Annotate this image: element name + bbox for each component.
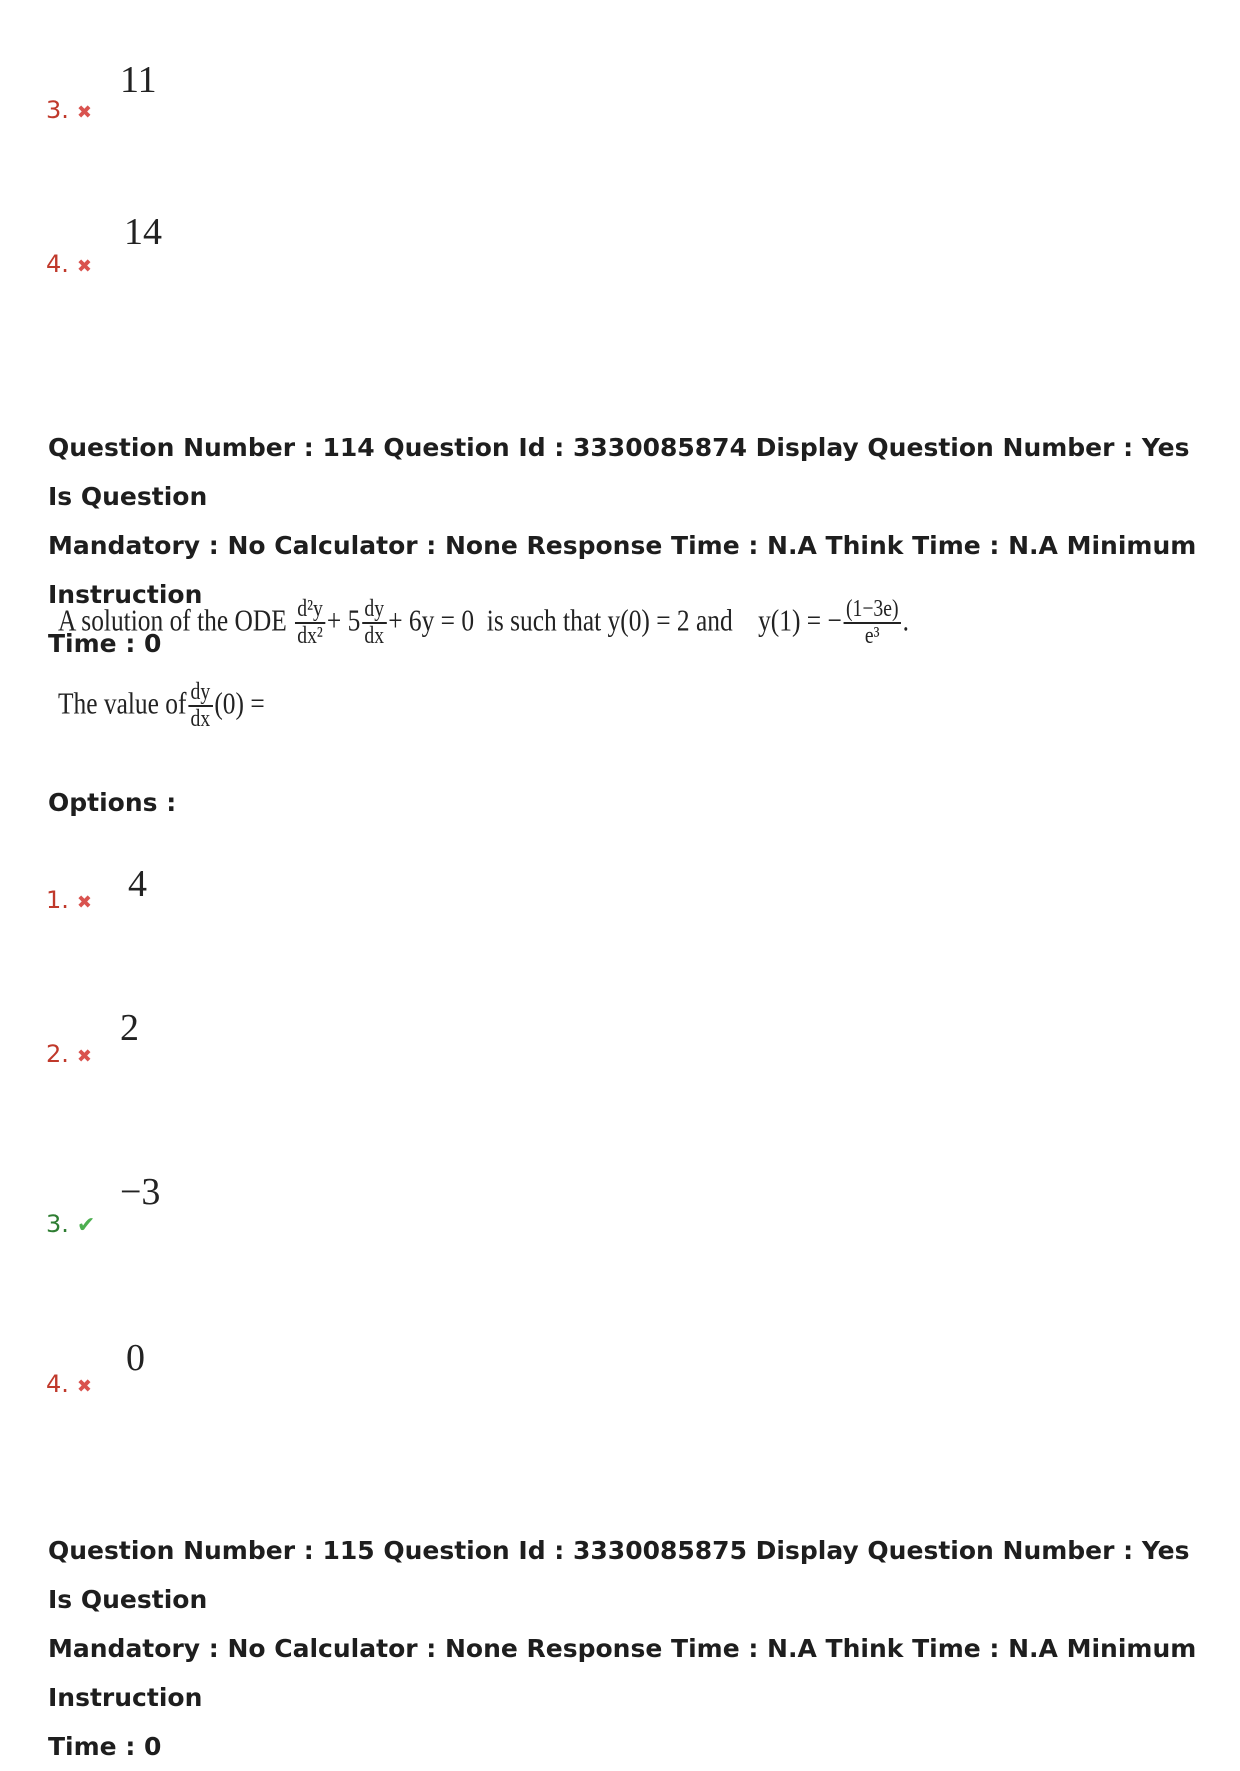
option-3-value: −3 [120, 1171, 161, 1213]
question-114-text-line1 [58, 597, 909, 649]
prev-option-4-value: 14 [124, 211, 162, 253]
option-number: 4. [46, 250, 69, 278]
question-114-text-line2 [58, 680, 265, 732]
option-1[interactable] [46, 886, 92, 914]
header-line: Question Number : 114 Question Id : 3330085874 Display Question Number : Yes Is Question [48, 433, 1190, 511]
header-line: Question Number : 115 Question Id : 3330085875 Display Question Number : Yes Is Question [48, 1536, 1190, 1614]
option-4[interactable] [46, 1370, 92, 1398]
option-2-value: 2 [120, 1007, 139, 1049]
check-icon: ✔ [76, 1213, 96, 1238]
header-line: Mandatory : No Calculator : None Response Time : N.A Think Time : N.A Minimum Instruction [48, 531, 1197, 609]
question-text: A solution of the ODE [58, 602, 287, 638]
cross-icon: ✖ [76, 1046, 92, 1067]
option-2[interactable] [46, 1040, 92, 1068]
question-text: (0) = [214, 685, 265, 721]
option-number: 3. [46, 96, 69, 124]
question-text: The value of [58, 685, 187, 721]
option-number: 3. [46, 1210, 69, 1238]
option-1-value: 4 [128, 863, 147, 905]
option-4-value: 0 [126, 1337, 145, 1379]
question-text: + 6y = 0 [388, 602, 475, 638]
header-line: Time : 0 [48, 1732, 162, 1761]
cross-icon: ✖ [76, 892, 92, 913]
prev-option-4[interactable] [46, 250, 92, 278]
second-derivative-fraction: $\frac{\text{d²y}}{\text{dx²}}$ [295, 597, 326, 649]
first-derivative-fraction: $\frac{dy}{dx}$ [362, 597, 387, 649]
options-label: Options : [48, 788, 177, 817]
cross-icon: ✖ [76, 1376, 92, 1397]
option-number: 2. [46, 1040, 69, 1068]
option-number: 4. [46, 1370, 69, 1398]
prev-option-3[interactable] [46, 96, 92, 124]
question-text: is such that y(0) = 2 and [486, 602, 733, 638]
question-text: . [902, 602, 910, 638]
header-line: Mandatory : No Calculator : None Response Time : N.A Think Time : N.A Minimum Instruction [48, 1634, 1197, 1712]
derivative-fraction: $\frac{dy}{dx}$ [188, 680, 213, 732]
question-115-header [48, 1526, 1208, 1771]
option-number: 1. [46, 886, 69, 914]
cross-icon: ✖ [76, 256, 92, 277]
question-text: y(1) = − [758, 602, 842, 638]
prev-option-3-value: 11 [120, 59, 157, 101]
boundary-value-fraction: $\frac{(1-3e)}{\text{e³}}$ [843, 597, 901, 649]
cross-icon: ✖ [76, 102, 92, 123]
question-text: + 5 [326, 602, 361, 638]
option-3[interactable] [46, 1210, 95, 1238]
header-line: Time : 0 [48, 629, 162, 658]
